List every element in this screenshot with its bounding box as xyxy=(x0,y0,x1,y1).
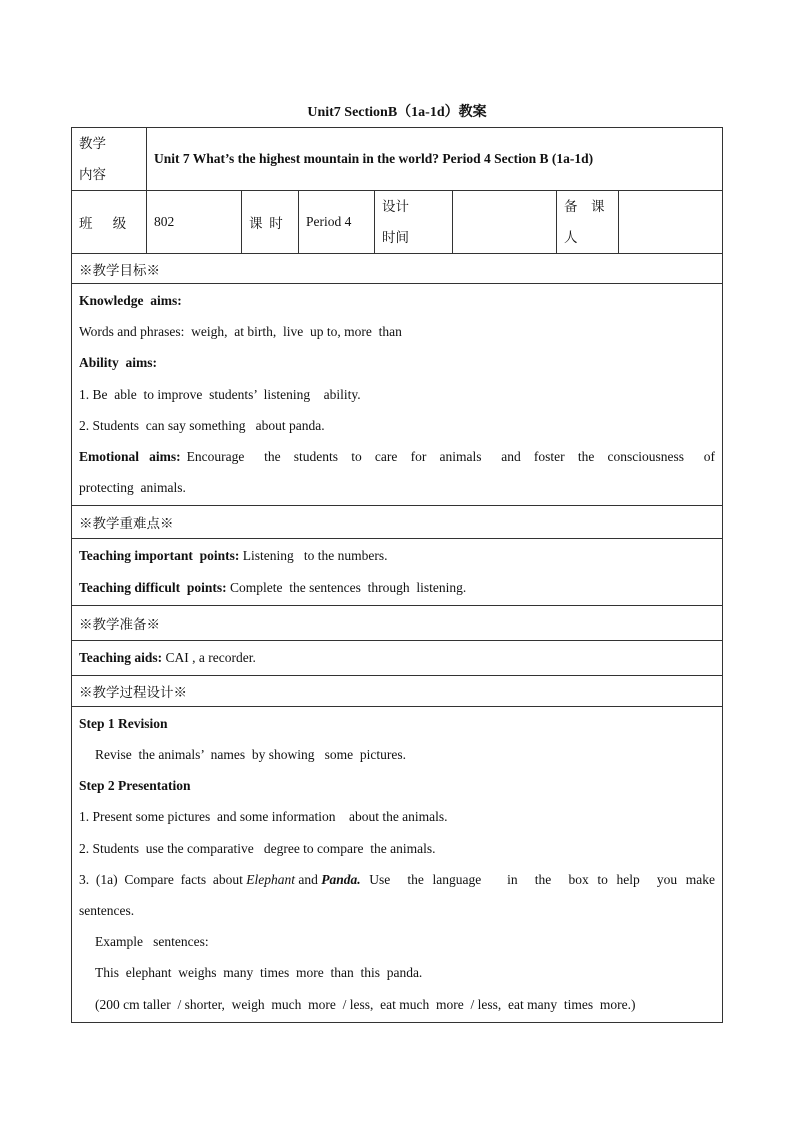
elephant-term: Elephant xyxy=(246,871,295,887)
emotional-aims-title: Emotional aims: xyxy=(79,449,181,465)
knowledge-aims-title: Knowledge aims: xyxy=(79,293,182,308)
knowledge-aims-text: Words and phrases: weigh, at birth, live up to, more than xyxy=(79,324,402,340)
design-time-value xyxy=(453,191,557,254)
step2-item-3-cont: sentences. xyxy=(79,903,135,919)
goals-block xyxy=(72,284,723,506)
prep-value xyxy=(619,191,723,254)
design-time-label-cell xyxy=(375,191,453,254)
class-label: 班 级 xyxy=(72,191,147,254)
ability-aim-1: 1. Be able to improve students’ listening ability. xyxy=(79,386,361,402)
teaching-aids-line xyxy=(72,640,723,675)
key-points-heading: ※教学重难点※ xyxy=(72,506,723,539)
prep-heading: ※教学准备※ xyxy=(72,605,723,640)
step2-item-3-and: and xyxy=(294,871,322,887)
content-label-cell xyxy=(72,128,147,191)
difficult-points-title: Teaching difficult points: xyxy=(79,579,227,595)
document-title: Unit7 SectionB（1a-1d）教案 xyxy=(307,105,487,120)
teaching-aids-text: CAI , a recorder. xyxy=(165,649,256,665)
prep-label-cell xyxy=(557,191,619,254)
class-value: 802 xyxy=(147,191,242,254)
process-block xyxy=(72,706,723,1022)
difficult-points-line xyxy=(79,572,715,603)
emotional-aims-text-1: Encourage the students to care for animals and foster the consciousness of xyxy=(186,449,716,465)
important-points-text: Listening to the numbers. xyxy=(242,548,388,564)
example-label: Example sentences: xyxy=(95,934,209,950)
difficult-points-text: Complete the sentences through listening. xyxy=(230,579,467,595)
teaching-aids-title: Teaching aids: xyxy=(79,649,163,665)
panda-term: Panda. xyxy=(321,871,361,887)
content-label-line1: 教学 xyxy=(79,136,106,151)
design-time-label-line1: 设计 xyxy=(382,199,409,214)
emotional-aims-line xyxy=(79,441,715,472)
ability-aims-title: Ability aims: xyxy=(79,355,158,371)
prep-label-line2: 人 xyxy=(564,230,578,245)
step2-item-3 xyxy=(79,864,715,895)
goals-heading: ※教学目标※ xyxy=(72,254,723,284)
step2-item-2: 2. Students use the comparative degree to compare the animals. xyxy=(79,840,436,856)
important-points-line xyxy=(79,540,715,571)
step1-text: Revise the animals’ names by showing some pictures. xyxy=(95,747,406,763)
prep-label-line1: 备 课 xyxy=(564,199,605,214)
period-label: 课 时 xyxy=(242,191,299,254)
step1-title: Step 1 Revision xyxy=(79,715,168,731)
process-heading: ※教学过程设计※ xyxy=(72,675,723,706)
example-sentence-2: (200 cm taller / shorter, weigh much more / less, eat much more / less, eat many times more.) xyxy=(95,996,636,1012)
step2-title: Step 2 Presentation xyxy=(79,778,191,794)
step2-item-1: 1. Present some pictures and some information about the animals. xyxy=(79,809,448,825)
lesson-plan-table xyxy=(71,127,723,1023)
ability-aim-2: 2. Students can say something about panda. xyxy=(79,417,325,433)
emotional-aims-text-2: protecting animals. xyxy=(79,480,186,496)
example-sentence-1: This elephant weighs many times more than this panda. xyxy=(95,965,423,981)
key-points-block xyxy=(72,539,723,605)
content-label-line2: 内容 xyxy=(79,167,106,182)
lesson-content-value: Unit 7 What’s the highest mountain in the world? Period 4 Section B (1a-1d) xyxy=(147,128,723,191)
design-time-label-line2: 时间 xyxy=(382,230,409,245)
step2-item-3-rest: Use the language in the box to help you make xyxy=(360,871,716,887)
period-value: Period 4 xyxy=(299,191,375,254)
step2-item-3-start: 3. (1a) Compare facts about xyxy=(79,871,247,887)
important-points-title: Teaching important points: xyxy=(79,548,240,564)
